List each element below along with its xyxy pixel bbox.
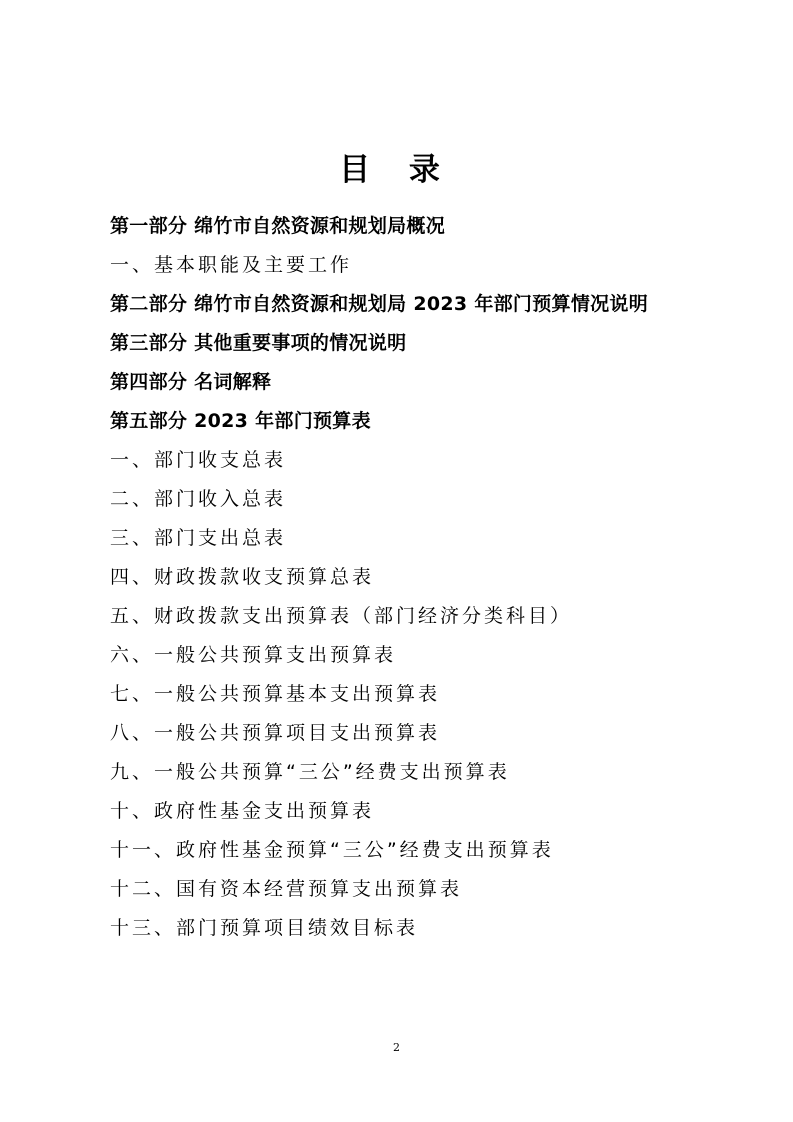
toc-item-table-2[interactable]: 二、部门收入总表 xyxy=(110,488,287,510)
toc-item-functions[interactable]: 一、基本职能及主要工作 xyxy=(110,254,353,276)
toc-item-part-4[interactable]: 第四部分 名词解释 xyxy=(110,371,272,393)
table-of-contents xyxy=(110,207,770,948)
toc-item-table-5[interactable]: 五、财政拨款支出预算表（部门经济分类科目） xyxy=(110,605,573,627)
toc-item-table-9[interactable]: 九、一般公共预算“三公”经费支出预算表 xyxy=(110,761,510,783)
toc-item-part-1[interactable]: 第一部分 绵竹市自然资源和规划局概况 xyxy=(110,215,446,237)
toc-item-table-1[interactable]: 一、部门收支总表 xyxy=(110,449,287,471)
toc-item-table-6[interactable]: 六、一般公共预算支出预算表 xyxy=(110,644,397,666)
toc-item-table-11[interactable]: 十一、政府性基金预算“三公”经费支出预算表 xyxy=(110,839,554,861)
toc-item-part-5[interactable]: 第五部分 2023 年部门预算表 xyxy=(110,410,371,432)
toc-item-table-12[interactable]: 十二、国有资本经营预算支出预算表 xyxy=(110,878,463,900)
toc-item-table-8[interactable]: 八、一般公共预算项目支出预算表 xyxy=(110,722,441,744)
toc-item-table-4[interactable]: 四、财政拨款收支预算总表 xyxy=(110,566,375,588)
toc-item-table-13[interactable]: 十三、部门预算项目绩效目标表 xyxy=(110,917,419,939)
page-number: 2 xyxy=(393,1041,400,1054)
toc-item-table-3[interactable]: 三、部门支出总表 xyxy=(110,527,287,549)
toc-item-part-2[interactable]: 第二部分 绵竹市自然资源和规划局 2023 年部门预算情况说明 xyxy=(110,293,649,315)
toc-item-part-3[interactable]: 第三部分 其他重要事项的情况说明 xyxy=(110,332,407,354)
toc-item-table-10[interactable]: 十、政府性基金支出预算表 xyxy=(110,800,375,822)
toc-item-table-7[interactable]: 七、一般公共预算基本支出预算表 xyxy=(110,683,441,705)
page-title: 目 录 xyxy=(339,152,454,188)
